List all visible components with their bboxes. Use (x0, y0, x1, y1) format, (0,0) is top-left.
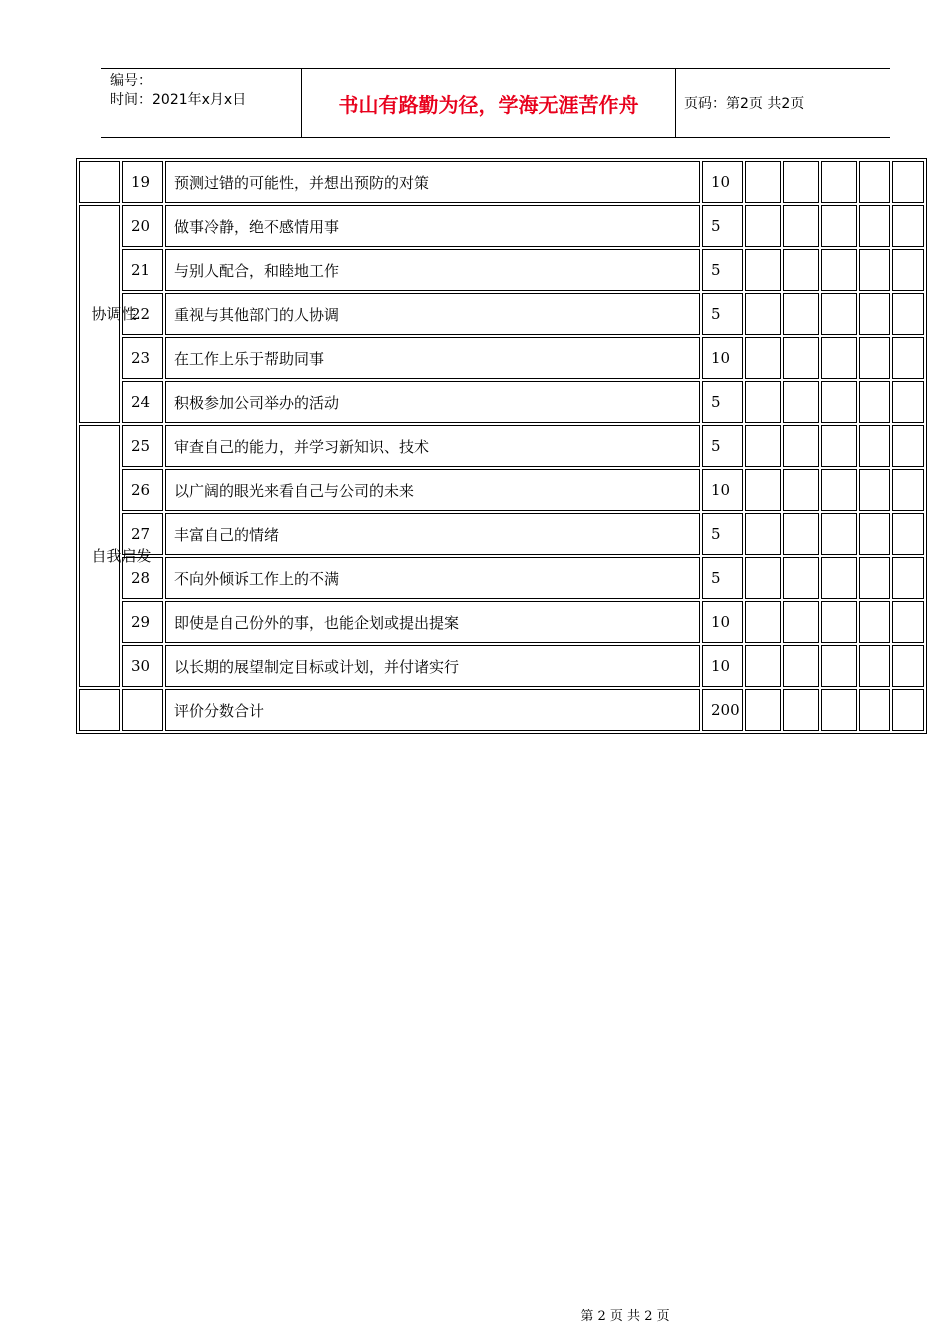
item-text: 在工作上乐于帮助同事 (165, 337, 700, 379)
item-number: 26 (122, 469, 163, 511)
rating-cell[interactable] (859, 205, 890, 247)
rating-cell[interactable] (859, 293, 890, 335)
item-number: 25 (122, 425, 163, 467)
rating-cell[interactable] (892, 293, 924, 335)
item-score: 5 (702, 557, 743, 599)
rating-cell[interactable] (745, 645, 781, 687)
category-coordination: 协调性 (79, 205, 120, 423)
item-number: 21 (122, 249, 163, 291)
rating-cell[interactable] (821, 689, 857, 731)
item-score: 10 (702, 337, 743, 379)
rating-cell[interactable] (892, 161, 924, 203)
table-total-row (79, 689, 924, 731)
rating-cell[interactable] (821, 161, 857, 203)
rating-cell[interactable] (892, 425, 924, 467)
item-text: 以广阔的眼光来看自己与公司的未来 (165, 469, 700, 511)
rating-cell[interactable] (821, 249, 857, 291)
rating-cell[interactable] (783, 645, 819, 687)
item-number: 30 (122, 645, 163, 687)
rating-cell[interactable] (821, 645, 857, 687)
page-footer: 第 2 页 共 2 页 (580, 1309, 670, 1324)
item-score: 5 (702, 425, 743, 467)
table-row (79, 557, 924, 599)
header-meta (101, 69, 302, 137)
rating-cell[interactable] (783, 337, 819, 379)
rating-cell[interactable] (783, 557, 819, 599)
item-number: 22 (122, 293, 163, 335)
item-number: 19 (122, 161, 163, 203)
table-row (79, 381, 924, 423)
rating-cell[interactable] (745, 601, 781, 643)
item-text: 与别人配合，和睦地工作 (165, 249, 700, 291)
rating-cell[interactable] (859, 425, 890, 467)
rating-cell[interactable] (892, 645, 924, 687)
item-number: 28 (122, 557, 163, 599)
category-cell-empty (79, 689, 120, 731)
rating-cell[interactable] (892, 469, 924, 511)
rating-cell[interactable] (859, 337, 890, 379)
table-row (79, 337, 924, 379)
item-number-empty (122, 689, 163, 731)
item-score: 10 (702, 601, 743, 643)
rating-cell[interactable] (859, 689, 890, 731)
rating-cell[interactable] (892, 601, 924, 643)
page-header (101, 68, 890, 138)
item-score: 5 (702, 205, 743, 247)
doc-number-label: 编号： (110, 73, 152, 89)
rating-cell[interactable] (859, 645, 890, 687)
header-motto: 书山有路勤为径，学海无涯苦作舟 (302, 69, 676, 137)
item-number: 24 (122, 381, 163, 423)
evaluation-table (76, 158, 927, 734)
rating-cell[interactable] (821, 337, 857, 379)
doc-time-label: 时间：2021年x月x日 (110, 92, 247, 108)
rating-cell[interactable] (821, 601, 857, 643)
rating-cell[interactable] (745, 293, 781, 335)
item-score: 5 (702, 249, 743, 291)
rating-cell[interactable] (745, 469, 781, 511)
rating-cell[interactable] (745, 161, 781, 203)
rating-cell[interactable] (859, 249, 890, 291)
rating-cell[interactable] (892, 513, 924, 555)
rating-cell[interactable] (859, 557, 890, 599)
rating-cell[interactable] (783, 689, 819, 731)
rating-cell[interactable] (821, 293, 857, 335)
table-row (79, 645, 924, 687)
rating-cell[interactable] (859, 513, 890, 555)
table-row (79, 249, 924, 291)
item-score: 5 (702, 381, 743, 423)
rating-cell[interactable] (892, 205, 924, 247)
item-text: 做事冷静，绝不感情用事 (165, 205, 700, 247)
item-number: 27 (122, 513, 163, 555)
table-row (79, 205, 924, 247)
rating-cell[interactable] (783, 293, 819, 335)
item-text: 预测过错的可能性，并想出预防的对策 (165, 161, 700, 203)
header-page-info: 页码：第2页 共2页 (684, 96, 805, 112)
item-text: 重视与其他部门的人协调 (165, 293, 700, 335)
item-text: 积极参加公司举办的活动 (165, 381, 700, 423)
rating-cell[interactable] (859, 161, 890, 203)
rating-cell[interactable] (892, 249, 924, 291)
item-text: 审查自己的能力，并学习新知识、技术 (165, 425, 700, 467)
rating-cell[interactable] (745, 337, 781, 379)
item-text: 丰富自己的情绪 (165, 513, 700, 555)
item-text: 即使是自己份外的事，也能企划或提出提案 (165, 601, 700, 643)
rating-cell[interactable] (892, 337, 924, 379)
rating-cell[interactable] (783, 425, 819, 467)
item-number: 23 (122, 337, 163, 379)
rating-cell[interactable] (859, 381, 890, 423)
rating-cell[interactable] (821, 381, 857, 423)
rating-cell[interactable] (783, 513, 819, 555)
rating-cell[interactable] (859, 469, 890, 511)
rating-cell[interactable] (821, 469, 857, 511)
rating-cell[interactable] (859, 601, 890, 643)
table-row (79, 469, 924, 511)
rating-cell[interactable] (821, 557, 857, 599)
category-cell-empty (79, 161, 120, 203)
rating-cell[interactable] (783, 249, 819, 291)
rating-cell[interactable] (745, 249, 781, 291)
table-row (79, 161, 924, 203)
rating-cell[interactable] (745, 557, 781, 599)
rating-cell[interactable] (745, 513, 781, 555)
item-number: 20 (122, 205, 163, 247)
rating-cell[interactable] (783, 601, 819, 643)
rating-cell[interactable] (745, 381, 781, 423)
rating-cell[interactable] (892, 381, 924, 423)
table-row (79, 293, 924, 335)
item-score: 5 (702, 513, 743, 555)
item-score: 10 (702, 161, 743, 203)
item-number: 29 (122, 601, 163, 643)
item-text: 不向外倾诉工作上的不满 (165, 557, 700, 599)
item-score: 5 (702, 293, 743, 335)
rating-cell[interactable] (821, 205, 857, 247)
rating-cell[interactable] (783, 381, 819, 423)
total-score: 200 (702, 689, 743, 731)
rating-cell[interactable] (783, 205, 819, 247)
total-label: 评价分数合计 (165, 689, 700, 731)
rating-cell[interactable] (745, 425, 781, 467)
rating-cell[interactable] (892, 557, 924, 599)
rating-cell[interactable] (783, 161, 819, 203)
rating-cell[interactable] (892, 689, 924, 731)
table-row (79, 601, 924, 643)
rating-cell[interactable] (745, 689, 781, 731)
table-row (79, 425, 924, 467)
item-score: 10 (702, 645, 743, 687)
table-row (79, 513, 924, 555)
item-score: 10 (702, 469, 743, 511)
rating-cell[interactable] (821, 513, 857, 555)
item-text: 以长期的展望制定目标或计划，并付诸实行 (165, 645, 700, 687)
category-self-development: 自我启发 (79, 425, 120, 687)
rating-cell[interactable] (783, 469, 819, 511)
rating-cell[interactable] (821, 425, 857, 467)
rating-cell[interactable] (745, 205, 781, 247)
